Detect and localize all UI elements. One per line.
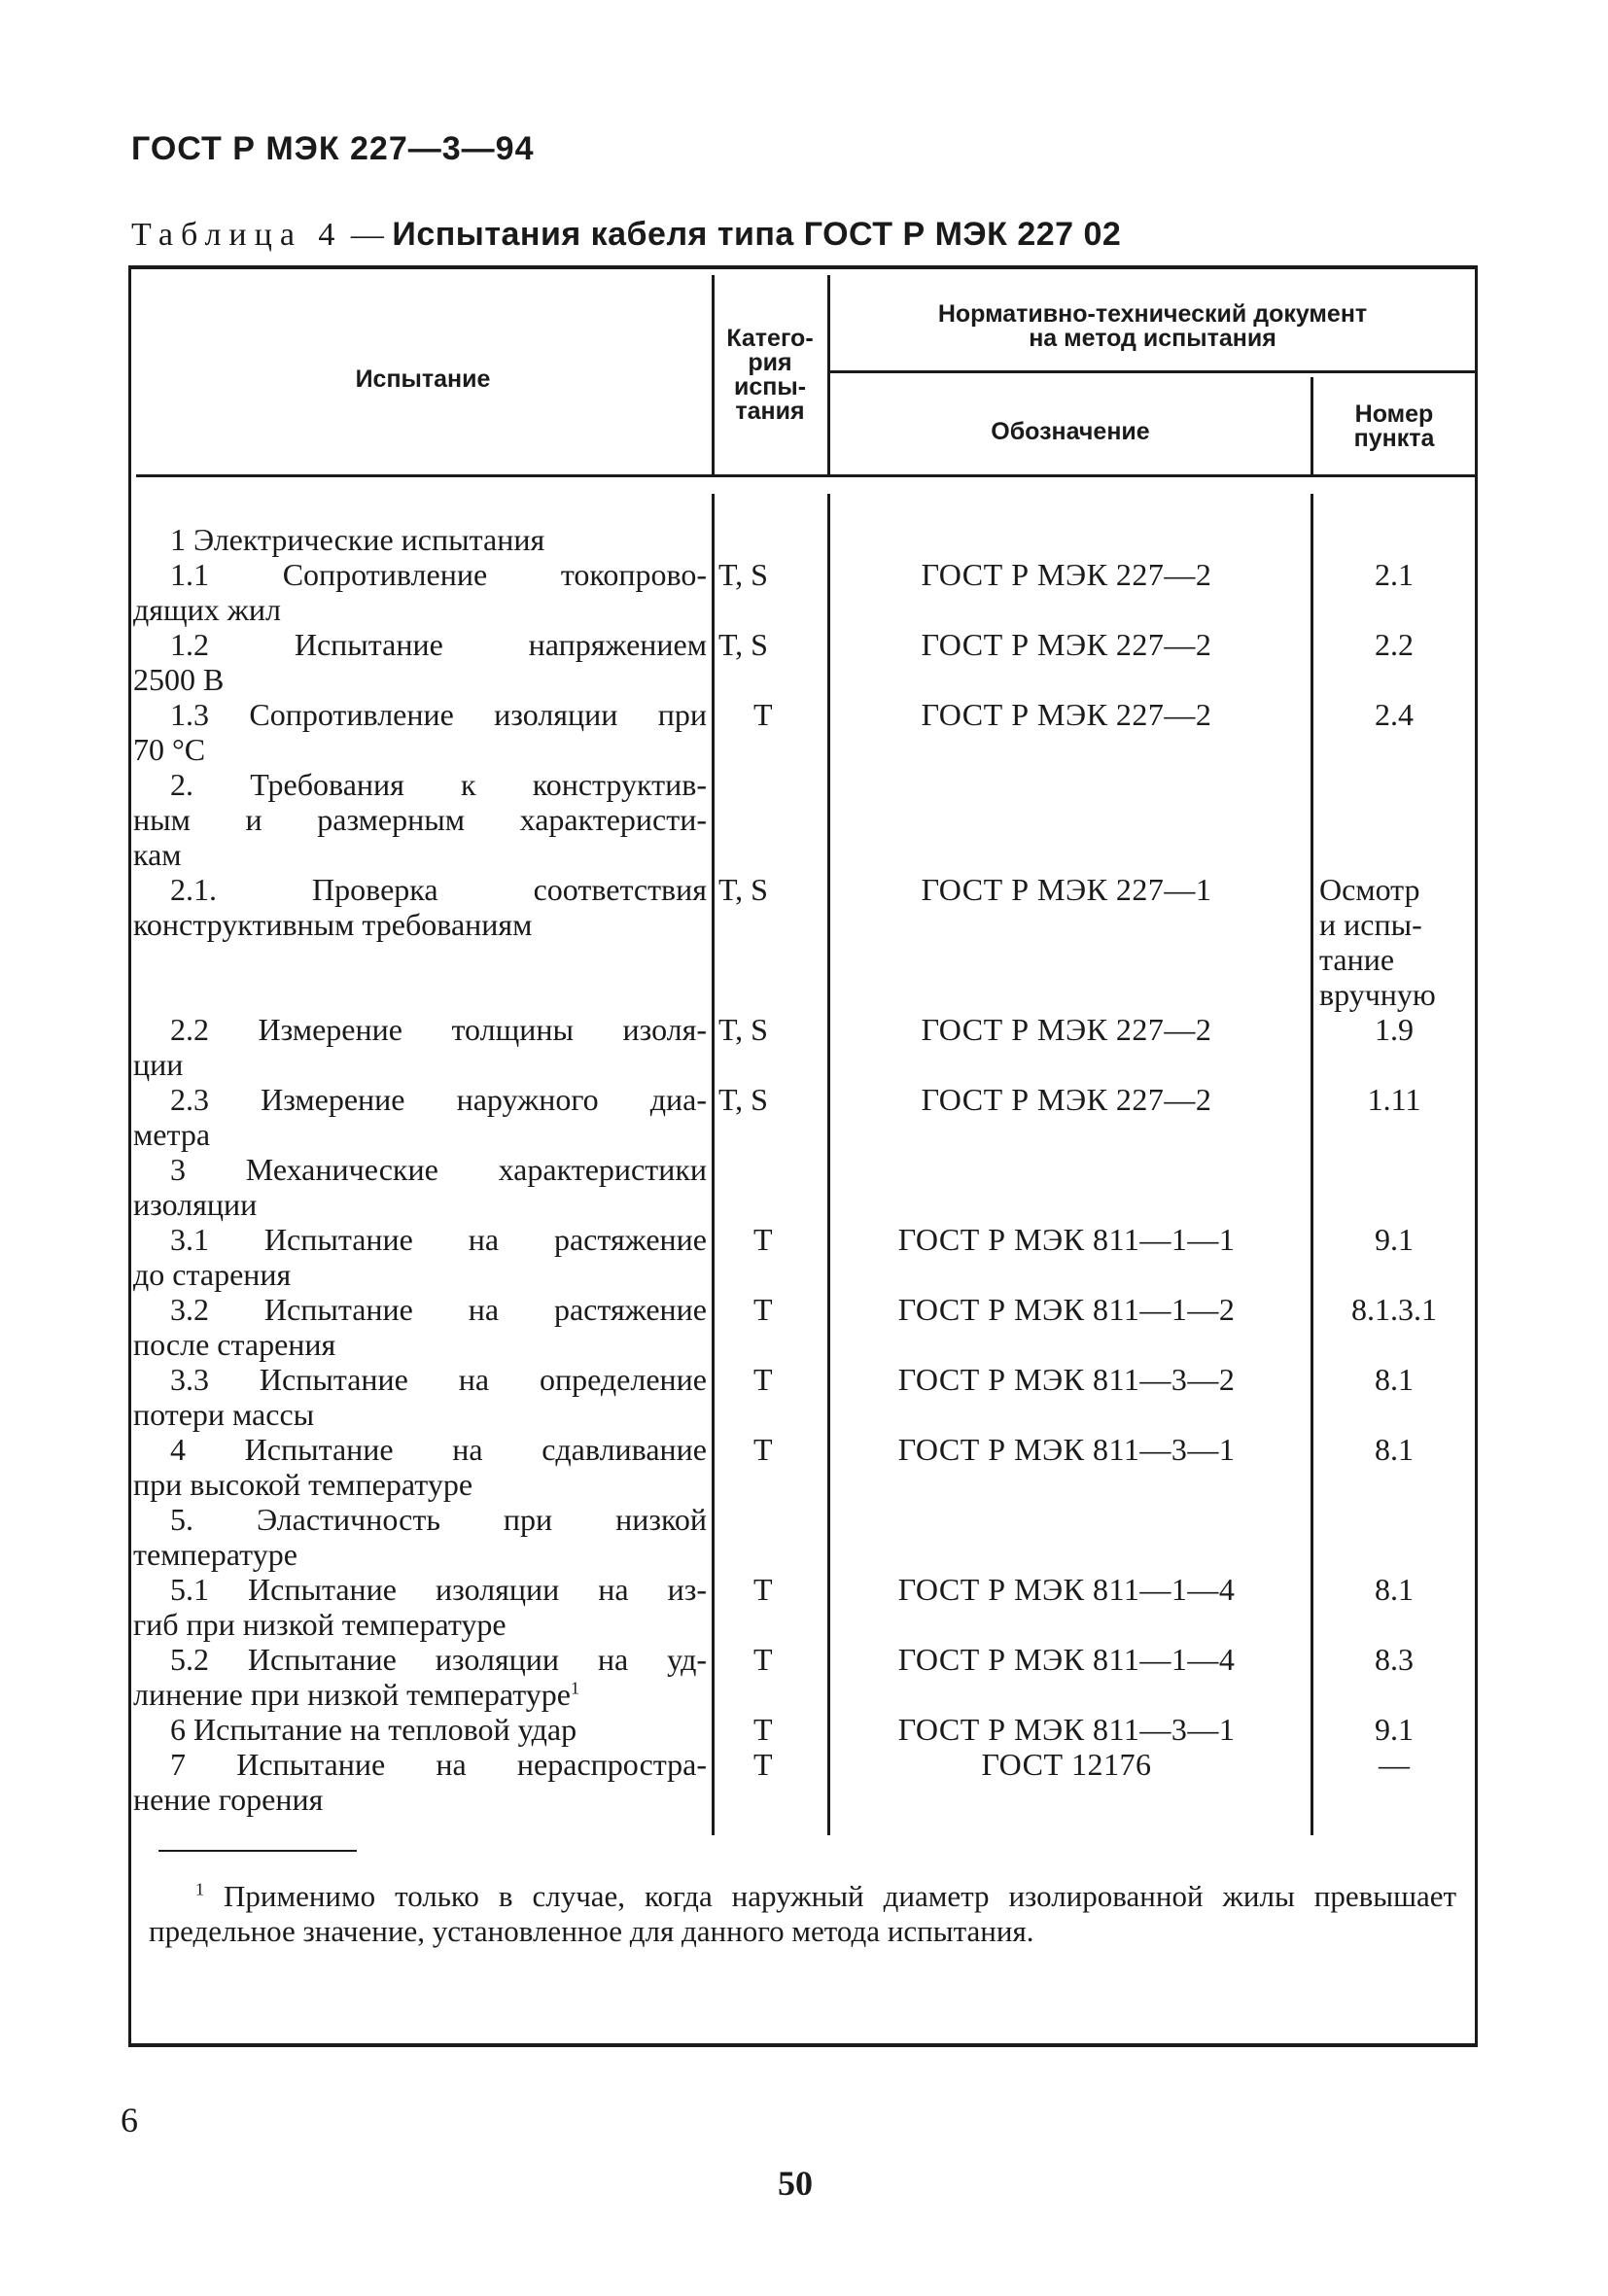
test-name — [133, 1572, 707, 1642]
header-bottom-rule — [136, 474, 1475, 477]
test-name-line: 5.2 Испытание изоляции на уд- — [170, 1642, 707, 1677]
header-clause-line: пункта — [1353, 425, 1435, 452]
page-number: 50 — [778, 2164, 813, 2203]
body-col-divider-1 — [712, 494, 715, 1835]
test-name-line: 2.2 Измерение толщины изоля- — [170, 1012, 707, 1047]
test-name-line: при высокой температуре — [133, 1467, 473, 1502]
doc-designation: ГОСТ Р МЭК 227—2 — [921, 1082, 1212, 1117]
clause-number-line: Осмотр — [1319, 872, 1420, 907]
header-category-line: Катего- — [726, 325, 814, 352]
test-name — [133, 1152, 707, 1222]
doc-designation: ГОСТ Р МЭК 811—1—2 — [897, 1292, 1236, 1327]
header-category-line: тания — [735, 398, 805, 425]
body-col-divider-3 — [1311, 494, 1313, 1835]
test-name-line: 2.1. Проверка соответствия — [170, 872, 707, 907]
test-name — [133, 627, 707, 697]
clause-number-line: 8.1 — [1375, 1432, 1414, 1467]
header-category-line: рия — [748, 349, 792, 376]
test-name — [133, 1012, 707, 1082]
clause-number — [1313, 1012, 1475, 1047]
test-name-line: 5.1 Испытание изоляции на из- — [170, 1572, 707, 1607]
test-category: T, S — [718, 1012, 768, 1047]
clause-number — [1313, 1712, 1475, 1747]
clause-number — [1313, 1642, 1475, 1677]
test-name-line: 1.1 Сопротивление токопрово- — [170, 557, 707, 592]
test-name-line: 5. Эластичность при низкой — [170, 1502, 707, 1537]
test-name-line: 1.2 Испытание напряжением — [170, 627, 707, 662]
table-caption — [131, 216, 1121, 254]
header-category — [715, 327, 825, 424]
doc-designation: ГОСТ Р МЭК 227—1 — [921, 872, 1212, 907]
footnote-mark: 1 — [195, 1879, 204, 1899]
test-name-line: 4 Испытание на сдавливание — [170, 1432, 707, 1467]
caption-label: Таблица 4 — [131, 217, 343, 253]
document-header: ГОСТ Р МЭК 227—3—94 — [131, 130, 535, 167]
clause-number — [1313, 1572, 1475, 1607]
doc-designation: ГОСТ Р МЭК 811—3—1 — [897, 1712, 1236, 1747]
test-category: T — [753, 1572, 773, 1607]
clause-number — [1313, 697, 1475, 732]
test-name-line: 1 Электрические испытания — [170, 522, 545, 557]
test-name-line: 7 Испытание на нераспростра- — [170, 1747, 707, 1782]
header-normdoc — [830, 302, 1475, 351]
test-name-line: 6 Испытание на тепловой удар — [170, 1712, 577, 1747]
clause-number-line: 2.2 — [1375, 627, 1414, 662]
footnote-ref: 1 — [570, 1678, 579, 1698]
doc-designation: ГОСТ Р МЭК 811—1—1 — [897, 1222, 1236, 1257]
test-name-line: нение горения — [133, 1782, 324, 1817]
clause-number-line: 1.11 — [1367, 1082, 1421, 1117]
test-name — [133, 1712, 707, 1747]
doc-designation: ГОСТ 12176 — [981, 1747, 1152, 1782]
test-name — [133, 1082, 707, 1152]
test-name-line: 2. Требования к конструктив- — [170, 767, 707, 802]
doc-designation: ГОСТ Р МЭК 227—2 — [921, 627, 1212, 662]
footnote — [149, 1879, 1456, 1949]
test-name — [133, 1292, 707, 1362]
test-name-line: изоляции — [133, 1187, 258, 1222]
test-category: T, S — [718, 872, 768, 907]
test-name — [133, 1747, 707, 1817]
clause-number — [1313, 557, 1475, 592]
header-designation: Обозначение — [991, 418, 1150, 445]
test-name-line: 2.3 Измерение наружного диа- — [170, 1082, 707, 1117]
test-name-line: ным и размерным характеристи- — [133, 802, 707, 837]
clause-number — [1313, 1082, 1475, 1117]
clause-number — [1313, 872, 1481, 1012]
clause-number-line: 8.1 — [1375, 1362, 1414, 1397]
test-category: T — [753, 1712, 773, 1747]
clause-number-line: 8.3 — [1375, 1642, 1414, 1677]
test-name — [133, 557, 707, 627]
test-name-line: 3 Механические характеристики — [170, 1152, 707, 1187]
test-category: T — [753, 1642, 773, 1677]
test-name — [133, 872, 707, 942]
test-name — [133, 697, 707, 767]
test-name-line: линение при низкой температуре — [133, 1677, 571, 1712]
test-category: T — [753, 697, 773, 732]
doc-designation: ГОСТ Р МЭК 811—1—4 — [897, 1642, 1236, 1677]
test-category: T — [753, 1432, 773, 1467]
clause-number-line: 2.4 — [1375, 697, 1414, 732]
clause-number — [1313, 1222, 1475, 1257]
test-name-line: потери массы — [133, 1397, 315, 1432]
clause-number-line: 9.1 — [1375, 1222, 1414, 1257]
doc-designation: ГОСТ Р МЭК 227—2 — [921, 557, 1212, 592]
test-name-line: метра — [133, 1117, 211, 1152]
clause-number — [1313, 1432, 1475, 1467]
test-category: T — [753, 1747, 773, 1782]
clause-number-line: вручную — [1319, 977, 1436, 1012]
test-name-line: конструктивным требованиям — [133, 907, 533, 942]
clause-number-line: тание — [1319, 942, 1395, 977]
test-name — [133, 1222, 707, 1292]
test-name-line: температуре — [133, 1537, 297, 1572]
clause-number-line: 1.9 — [1375, 1012, 1414, 1047]
header-subdivider — [827, 370, 1475, 373]
test-category: T — [753, 1362, 773, 1397]
test-name — [133, 1502, 707, 1572]
test-name-line: 2500 В — [133, 662, 225, 697]
footnote-text: Применимо только в случае, когда наружный диаметр изолированной жилы превышает предельное значение, установленное для данного метода испытания. — [149, 1879, 1457, 1948]
clause-number-line: 9.1 — [1375, 1712, 1414, 1747]
doc-designation: ГОСТ Р МЭК 227—2 — [921, 697, 1212, 732]
clause-number — [1313, 1362, 1475, 1397]
test-category: T, S — [718, 627, 768, 662]
test-category: T, S — [718, 1082, 768, 1117]
header-clause — [1313, 402, 1475, 451]
clause-number — [1313, 627, 1475, 662]
doc-designation: ГОСТ Р МЭК 811—3—1 — [897, 1432, 1236, 1467]
doc-designation: ГОСТ Р МЭК 811—3—2 — [897, 1362, 1236, 1397]
test-name — [133, 767, 707, 872]
test-name-line: после старения — [133, 1327, 336, 1362]
doc-designation: ГОСТ Р МЭК 227—2 — [921, 1012, 1212, 1047]
test-name — [133, 1362, 707, 1432]
test-category: T, S — [718, 557, 768, 592]
caption-title: Испытания кабеля типа ГОСТ Р МЭК 227 02 — [392, 216, 1122, 253]
test-name-line: 70 °С — [133, 732, 206, 767]
test-name — [133, 1642, 707, 1712]
clause-number — [1313, 1292, 1475, 1327]
footnote-rule — [158, 1850, 357, 1852]
header-category-line: испы- — [733, 373, 807, 400]
test-name-line: 3.1 Испытание на растяжение — [170, 1222, 707, 1257]
test-name-line: дящих жил — [133, 592, 281, 627]
test-name-line: 1.3 Сопротивление изоляции при — [170, 697, 707, 732]
test-name-line: до старения — [133, 1257, 292, 1292]
header-test: Испытание — [355, 365, 491, 393]
clause-number — [1313, 1747, 1475, 1782]
test-name — [133, 522, 707, 557]
test-name-line: кам — [133, 837, 182, 872]
clause-number-line: — — [1379, 1747, 1410, 1782]
header-normdoc-line: Нормативно-технический документ — [937, 300, 1368, 328]
test-name-line: гиб при низкой температуре — [133, 1607, 507, 1642]
test-name-line: 3.3 Испытание на определение — [170, 1362, 707, 1397]
body-col-divider-2 — [827, 494, 830, 1835]
test-name-line: 3.2 Испытание на растяжение — [170, 1292, 707, 1327]
header-clause-line: Номер — [1354, 400, 1434, 428]
test-category: T — [753, 1222, 773, 1257]
clause-number-line: 8.1.3.1 — [1351, 1292, 1437, 1327]
test-category: T — [753, 1292, 773, 1327]
header-normdoc-line: на метод испытания — [1029, 325, 1276, 352]
caption-dash: — — [342, 217, 393, 253]
clause-number-line: 8.1 — [1375, 1572, 1414, 1607]
clause-number-line: 2.1 — [1375, 557, 1414, 592]
page-marker-left: 6 — [121, 2101, 138, 2139]
clause-number-line: и испы- — [1319, 907, 1422, 942]
doc-designation: ГОСТ Р МЭК 811—1—4 — [897, 1572, 1236, 1607]
test-name-line: ции — [133, 1047, 184, 1082]
test-name — [133, 1432, 707, 1502]
